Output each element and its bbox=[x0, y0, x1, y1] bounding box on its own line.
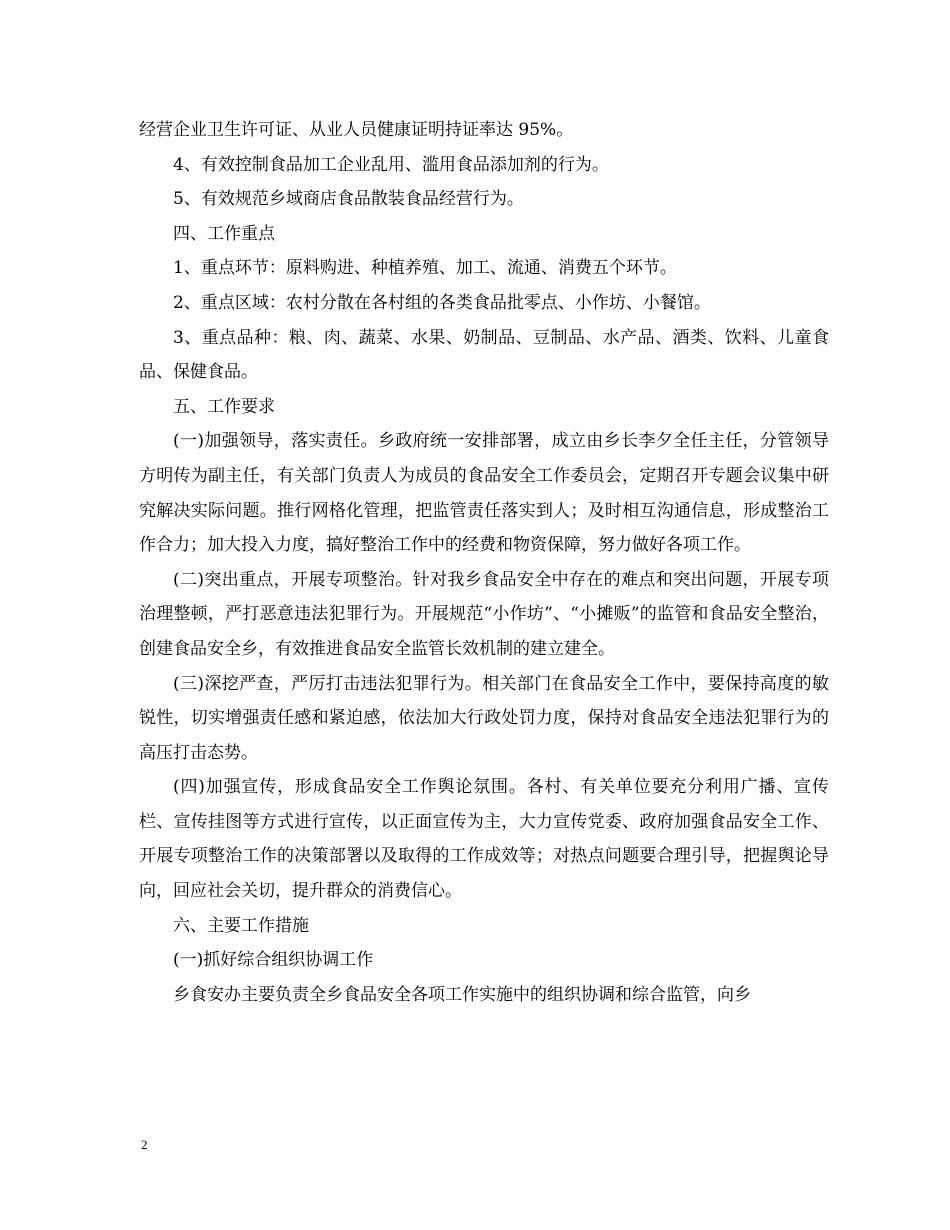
section-heading: 六、主要工作措施 bbox=[173, 915, 309, 936]
paragraph: (四)加强宣传，形成食品安全工作舆论氛围。各村、有关单位要充分利用广播、宣传栏、宣传挂图等方式进行宣传，以正面宣传为主，大力宣传党委、政府加强食品安全工作、开展专项整治工作的决策部署以及取得的工作成效等；对热点问题要合理引导，把握舆论导向，回应社会关切，提升群众的消费信心。 bbox=[139, 777, 829, 902]
paragraph: 2、重点区域：农村分散在各村组的各类食品批零点、小作坊、小餐馆。 bbox=[173, 292, 711, 313]
paragraph: (三)深挖严查，严厉打击违法犯罪行为。相关部门在食品安全工作中，要保持高度的敏锐性，切实增强责任感和紧迫感，依法加大行政处罚力度，保持对食品安全违法犯罪行为的高压打击态势。 bbox=[139, 673, 829, 763]
paragraph: 4、有效控制食品加工企业乱用、滥用食品添加剂的行为。 bbox=[173, 154, 609, 175]
paragraph: (一)加强领导，落实责任。乡政府统一安排部署，成立由乡长李夕全任主任，分管领导方明传为副主任，有关部门负责人为成员的食品安全工作委员会，定期召开专题会议集中研究解决实际问题。推行网格化管理，把监管责任落实到人；及时相互沟通信息，形成整治工作合力；加大投入力度，搞好整治工作中的经费和物资保障，努力做好各项工作。 bbox=[139, 431, 829, 556]
paragraph: (二)突出重点，开展专项整治。针对我乡食品安全中存在的难点和突出问题，开展专项治理整顿，严打恶意违法犯罪行为。开展规范“小作坊”、“小摊贩”的监管和食品安全整治，创建食品安全乡，有效推进食品安全监管长效机制的建立建全。 bbox=[139, 569, 829, 659]
paragraph: 3、重点品种：粮、肉、蔬菜、水果、奶制品、豆制品、水产品、酒类、饮料、儿童食品、保健食品。 bbox=[139, 327, 829, 383]
paragraph: 乡食安办主要负责全乡食品安全各项工作实施中的组织协调和综合监管，向乡 bbox=[173, 984, 751, 1005]
paragraph: 5、有效规范乡域商店食品散装食品经营行为。 bbox=[173, 189, 524, 210]
section-heading: 五、工作要求 bbox=[173, 396, 275, 417]
page-number: 2 bbox=[141, 1137, 148, 1152]
section-heading: 四、工作重点 bbox=[173, 223, 275, 244]
document-body bbox=[139, 113, 829, 1012]
paragraph: 1、重点环节：原料购进、种植养殖、加工、流通、消费五个环节。 bbox=[173, 258, 677, 279]
paragraph: 经营企业卫生许可证、从业人员健康证明持证率达 95%。 bbox=[139, 120, 574, 140]
subsection-heading: (一)抓好综合组织协调工作 bbox=[173, 950, 374, 971]
